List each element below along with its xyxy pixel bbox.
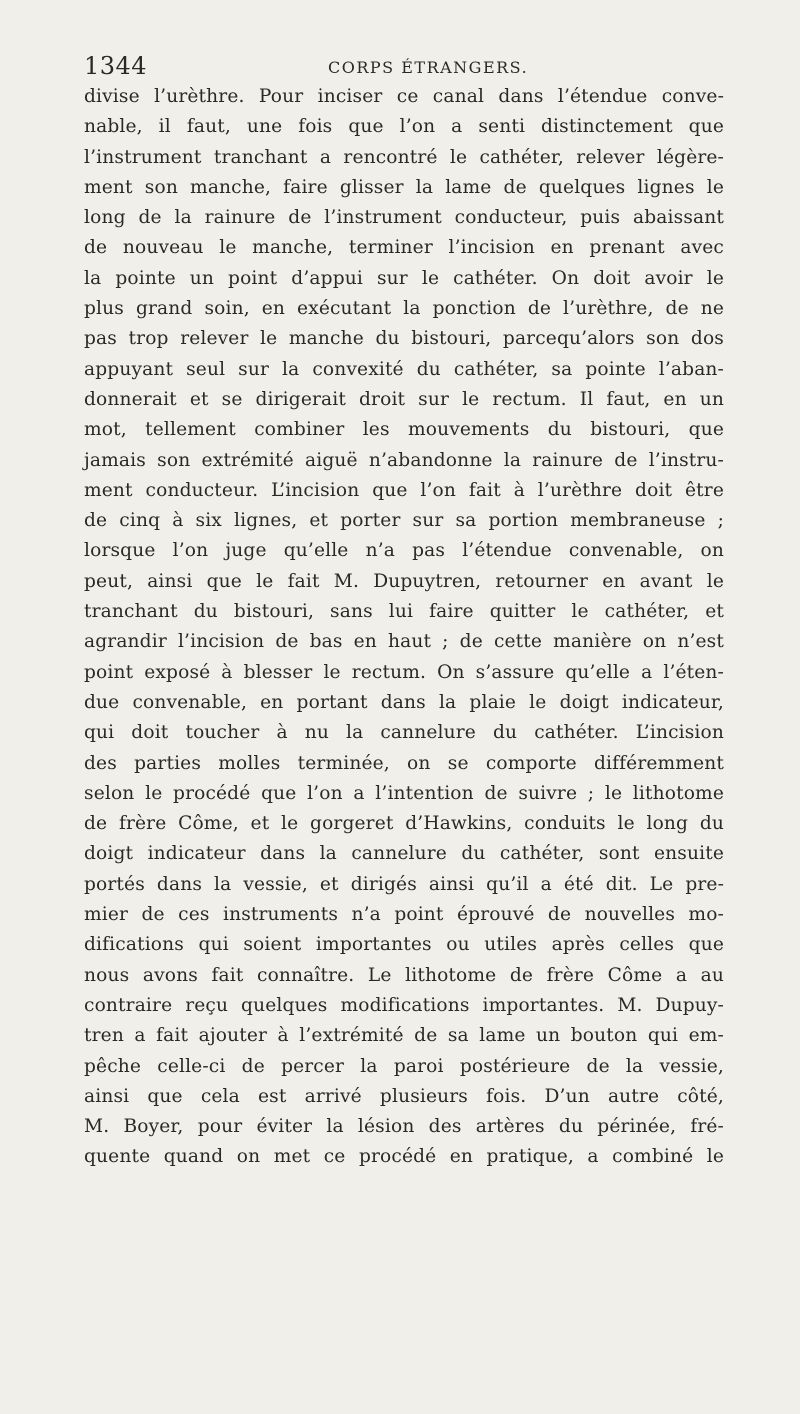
text-line: pêche celle-ci de percer la paroi postérieure de la vessie, xyxy=(84,1055,724,1077)
text-line: donnerait et se dirigerait droit sur le rectum. Il faut, en un xyxy=(84,388,724,410)
text-line: long de la rainure de l’instrument conducteur, puis abaissant xyxy=(84,207,724,229)
text-line: la pointe un point d’appui sur le cathéter. On doit avoir le xyxy=(84,267,724,289)
text-line: pas trop relever le manche du bistouri, parcequ’alors son dos xyxy=(84,328,724,350)
text-line: ment conducteur. L’incision que l’on fait à l’urèthre doit être xyxy=(84,479,724,501)
text-line: de frère Côme, et le gorgeret d’Hawkins, conduits le long du xyxy=(84,813,724,835)
text-line: agrandir l’incision de bas en haut ; de cette manière on n’est xyxy=(84,631,724,653)
text-line: de nouveau le manche, terminer l’incision en prenant avec xyxy=(84,237,724,259)
text-line: de cinq à six lignes, et porter sur sa portion membraneuse ; xyxy=(84,510,724,532)
text-line: ment son manche, faire glisser la lame de quelques lignes le xyxy=(84,176,724,198)
text-line: doigt indicateur dans la cannelure du cathéter, sont ensuite xyxy=(84,843,724,865)
text-line: l’instrument tranchant a rencontré le cathéter, relever légère- xyxy=(84,146,724,168)
text-line: divise l’urèthre. Pour inciser ce canal dans l’étendue conve- xyxy=(84,86,724,107)
page-number: 1344 xyxy=(84,52,148,80)
text-line: mot, tellement combiner les mouvements du bistouri, que xyxy=(84,419,724,441)
text-line: mier de ces instruments n’a point éprouvé de nouvelles mo- xyxy=(84,904,724,926)
text-line: plus grand soin, en exécutant la ponction de l’urèthre, de ne xyxy=(84,298,724,320)
text-line: difications qui soient importantes ou utiles après celles que xyxy=(84,934,724,956)
text-line: appuyant seul sur la convexité du cathéter, sa pointe l’aban- xyxy=(84,358,724,380)
text-line: nous avons fait connaître. Le lithotome de frère Côme a au xyxy=(84,964,724,986)
text-line: qui doit toucher à nu la cannelure du cathéter. L’incision xyxy=(84,722,724,744)
text-line: portés dans la vessie, et dirigés ainsi qu’il a été dit. Le pre- xyxy=(84,873,724,895)
text-line: M. Boyer, pour éviter la lésion des artères du périnée, fré- xyxy=(84,1116,724,1138)
page-header xyxy=(84,52,716,86)
text-line: tranchant du bistouri, sans lui faire quitter le cathéter, et xyxy=(84,601,724,623)
text-line: peut, ainsi que le fait M. Dupuytren, retourner en avant le xyxy=(84,570,724,592)
text-line: contraire reçu quelques modifications importantes. M. Dupuy- xyxy=(84,994,724,1016)
text-line: point exposé à blesser le rectum. On s’assure qu’elle a l’éten- xyxy=(84,661,724,683)
text-line: des parties molles terminée, on se comporte différemment xyxy=(84,752,724,774)
text-line: quente quand on met ce procédé en pratique, a combiné le xyxy=(84,1146,724,1168)
running-head: CORPS ÉTRANGERS. xyxy=(328,58,529,77)
text-line: lorsque l’on juge qu’elle n’a pas l’étendue convenable, on xyxy=(84,540,724,562)
text-line: jamais son extrémité aiguë n’abandonne la rainure de l’instru- xyxy=(84,449,724,471)
text-line: selon le procédé que l’on a l’intention de suivre ; le lithotome xyxy=(84,782,724,804)
text-line: tren a fait ajouter à l’extrémité de sa lame un bouton qui em- xyxy=(84,1025,724,1047)
text-line: nable, il faut, une fois que l’on a senti distinctement que xyxy=(84,116,724,138)
body-text xyxy=(84,82,724,1173)
text-line: ainsi que cela est arrivé plusieurs fois. D’un autre côté, xyxy=(84,1085,724,1107)
text-line: due convenable, en portant dans la plaie le doigt indicateur, xyxy=(84,691,724,713)
